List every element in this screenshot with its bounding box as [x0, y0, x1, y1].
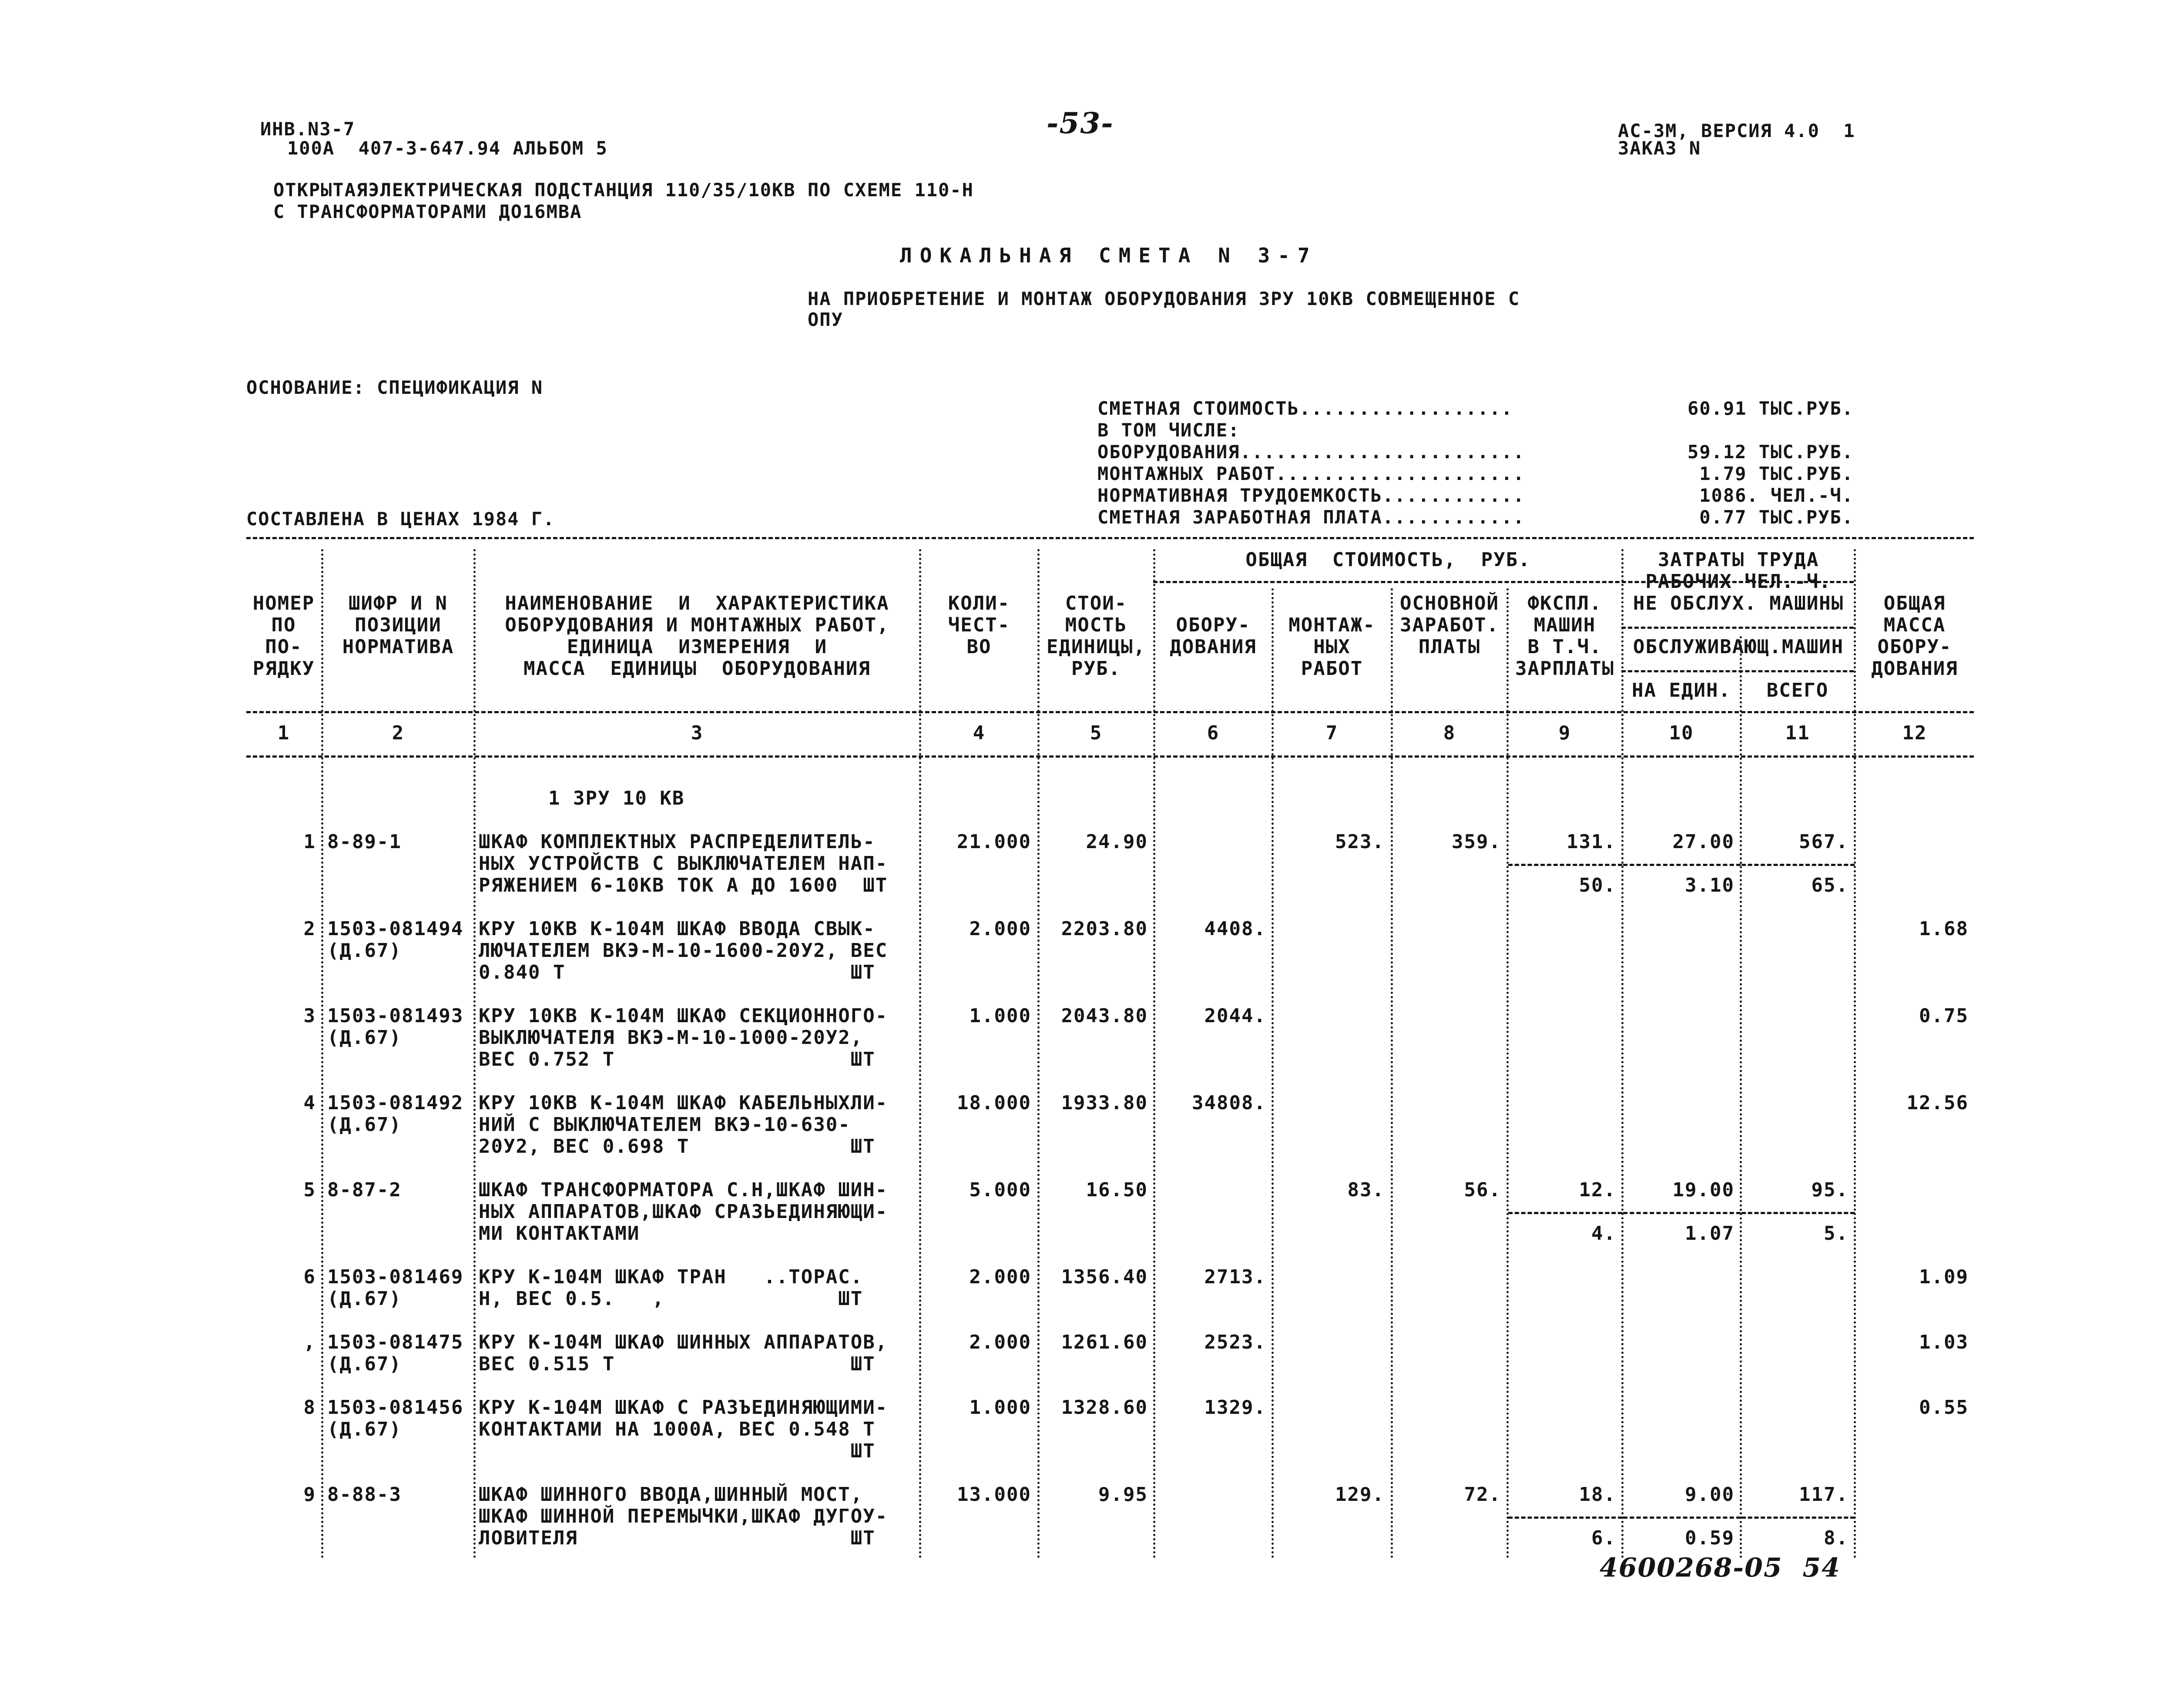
col7-header-line: НЫХ [1313, 636, 1351, 658]
item-description: 0.840 Т ШТ [479, 961, 876, 983]
item-description: 20У2, ВЕС 0.698 Т ШТ [479, 1135, 876, 1158]
col11-header: ВСЕГО [1766, 679, 1829, 701]
cell-split-rule [1741, 864, 1855, 866]
machine-labor-per-unit: 1.07 [1685, 1222, 1735, 1245]
column-number: 8 [1443, 722, 1456, 744]
machine-labor-total: 8. [1824, 1527, 1849, 1549]
cell-split-rule [1508, 1517, 1622, 1519]
col2-header-line: ШИФР И N [349, 592, 448, 614]
cell-split-rule [1508, 1212, 1622, 1214]
item-description: НИЙ С ВЫКЛЮЧАТЕЛЕМ ВКЭ-10-630- [479, 1114, 851, 1136]
col6-header-line: ОБОРУ- [1176, 614, 1251, 636]
cost-group-header: ОБЩАЯ СТОИМОСТЬ, РУБ. [1245, 549, 1531, 571]
equipment-mass: 1.09 [1919, 1266, 1969, 1288]
summary-value: 59.12 ТЫС.РУБ. [1687, 441, 1854, 463]
labor-total: 567. [1799, 831, 1849, 853]
col8-header-line: ОСНОВНОЙ [1400, 592, 1499, 614]
column-number: 5 [1090, 722, 1103, 744]
unit-price: 2203.80 [1061, 918, 1148, 940]
item-description: ВЫКЛЮЧАТЕЛЯ ВКЭ-М-10-1000-20У2, [479, 1027, 863, 1049]
document-subtitle-line2: ОПУ [808, 309, 843, 330]
machine-wage: 6. [1591, 1527, 1616, 1549]
summary-label: СМЕТНАЯ ЗАРАБОТНАЯ ПЛАТА............ [1097, 507, 1525, 528]
col8-header-line: ПЛАТЫ [1418, 636, 1481, 658]
row-number: 1 [303, 831, 316, 853]
item-description: Н, ВЕС 0.5. , ШТ [479, 1288, 863, 1310]
quantity: 13.000 [957, 1483, 1031, 1506]
item-description: ВЕС 0.752 Т ШТ [479, 1048, 876, 1070]
labor-subgroup-header: НЕ ОБСЛУХ. МАШИНЫ [1633, 592, 1844, 614]
labor-subgroup-header: ОБСЛУЖИВАЮЩ.МАШИН [1633, 636, 1844, 658]
row-number: 8 [303, 1396, 316, 1419]
col12-header-line: ОБЩАЯ [1883, 592, 1946, 614]
col1-header-line: ПО [271, 614, 296, 636]
norm-code: 1503-081494 [327, 918, 464, 940]
item-description: КРУ 10КВ К-104М ШКАФ ВВОДА СВЫК- [479, 918, 876, 940]
item-description: ШКАФ ТРАНСФОРМАТОРА С.Н,ШКАФ ШИН- [479, 1179, 888, 1201]
quantity: 2.000 [969, 918, 1031, 940]
column-numbers-bottom-rule [246, 755, 1974, 758]
summary-label: СМЕТНАЯ СТОИМОСТЬ.................. [1097, 398, 1513, 419]
equipment-cost: 1329. [1204, 1396, 1266, 1419]
document-subtitle-line1: НА ПРИОБРЕТЕНИЕ И МОНТАЖ ОБОРУДОВАНИЯ ЗРУ 10КВ СОВМЕЩЕННОЕ С [808, 288, 1520, 309]
item-description: КРУ К-104М ШКАФ ТРАН ..ТОРАС. [479, 1266, 863, 1288]
col1-header-line: ПО- [265, 636, 302, 658]
machine-operation: 12. [1579, 1179, 1616, 1201]
base-wage: 359. [1452, 831, 1501, 853]
table-top-rule [246, 537, 1974, 539]
col9-header-line: В Т.Ч. [1527, 636, 1602, 658]
norm-code: (Д.67) [327, 1288, 402, 1310]
column-number: 1 [277, 722, 290, 744]
col7-header-line: РАБОТ [1301, 658, 1363, 680]
col8-header-line: ЗАРАБОТ. [1400, 614, 1499, 636]
column-number: 10 [1669, 722, 1694, 744]
software-version: АС-3М, ВЕРСИЯ 4.0 1 [1618, 120, 1855, 141]
column-number: 2 [392, 722, 405, 744]
album-reference: 100А 407-3-647.94 АЛЬБОМ 5 [287, 138, 608, 159]
summary-value: 60.91 ТЫС.РУБ. [1687, 398, 1854, 419]
row-number: , [303, 1331, 316, 1353]
machine-labor-per-unit: 3.10 [1685, 874, 1735, 896]
norm-code: 1503-081475 [327, 1331, 464, 1353]
quantity: 1.000 [969, 1396, 1031, 1419]
norm-code: 1503-081492 [327, 1092, 464, 1114]
col4-header-line: КОЛИ- [948, 592, 1010, 614]
row-number: 5 [303, 1179, 316, 1201]
quantity: 18.000 [957, 1092, 1031, 1114]
col5-header-line: ЕДИНИЦЫ, [1047, 636, 1146, 658]
col9-header-line: ФКСПЛ. [1527, 592, 1602, 614]
col9-header-line: МАШИН [1533, 614, 1596, 636]
column-separator [1740, 636, 1742, 1559]
unit-price: 1328.60 [1061, 1396, 1148, 1419]
price-level-line: СОСТАВЛЕНА В ЦЕНАХ 1984 Г. [246, 508, 555, 530]
cell-split-rule [1741, 1212, 1855, 1214]
machine-labor-total: 5. [1824, 1222, 1849, 1245]
norm-code: (Д.67) [327, 1353, 402, 1375]
cell-split-rule [1741, 1517, 1855, 1519]
machine-wage: 50. [1579, 874, 1616, 896]
item-description: НЫХ АППАРАТОВ,ШКАФ СРАЗЬЕДИНЯЮЩИ- [479, 1201, 888, 1223]
col1-header-line: НОМЕР [252, 592, 315, 614]
machine-operation: 18. [1579, 1483, 1616, 1506]
labor-per-unit: 27.00 [1672, 831, 1735, 853]
equipment-cost: 4408. [1204, 918, 1266, 940]
column-number: 11 [1785, 722, 1810, 744]
col12-header-line: ОБОРУ- [1877, 636, 1952, 658]
page-number: -53- [1047, 106, 1114, 140]
item-description: ШКАФ ШИННОЙ ПЕРЕМЫЧКИ,ШКАФ ДУГОУ- [479, 1505, 888, 1527]
section-title: 1 ЗРУ 10 КВ [548, 787, 685, 809]
item-description: КРУ К-104М ШКАФ С РАЗЪЕДИНЯЮЩИМИ- [479, 1396, 888, 1419]
col4-header-line: ВО [966, 636, 992, 658]
object-name-line2: С ТРАНСФОРМАТОРАМИ ДО16МВА [273, 201, 582, 222]
row-number: 4 [303, 1092, 316, 1114]
installation-cost: 523. [1335, 831, 1385, 853]
row-number: 3 [303, 1005, 316, 1027]
item-description: ВЕС 0.515 Т ШТ [479, 1353, 876, 1375]
order-number: ЗАКАЗ N [1618, 138, 1701, 159]
row-number: 6 [303, 1266, 316, 1288]
col3-header-line: МАССА ЕДИНИЦЫ ОБОРУДОВАНИЯ [523, 658, 871, 680]
equipment-cost: 2044. [1204, 1005, 1266, 1027]
col2-header-line: ПОЗИЦИИ [355, 614, 442, 636]
norm-code: 1503-081493 [327, 1005, 464, 1027]
document-title: ЛОКАЛЬНАЯ СМЕТА N 3-7 [900, 244, 1318, 267]
unit-price: 2043.80 [1061, 1005, 1148, 1027]
unit-price: 16.50 [1086, 1179, 1148, 1201]
quantity: 1.000 [969, 1005, 1031, 1027]
item-description: ШКАФ КОМПЛЕКТНЫХ РАСПРЕДЕЛИТЕЛЬ- [479, 831, 876, 853]
col6-header-line: ДОВАНИЯ [1170, 636, 1257, 658]
column-number: 12 [1902, 722, 1927, 744]
summary-value: 1086. ЧЕЛ.-Ч. [1699, 485, 1854, 506]
item-description: КРУ 10КВ К-104М ШКАФ СЕКЦИОННОГО- [479, 1005, 888, 1027]
installation-cost: 129. [1335, 1483, 1385, 1506]
unit-price: 1261.60 [1061, 1331, 1148, 1353]
machine-labor-total: 65. [1811, 874, 1849, 896]
inventory-number: ИНВ.N3-7 [260, 118, 356, 140]
col12-header-line: ДОВАНИЯ [1871, 658, 1958, 680]
basis-line: ОСНОВАНИЕ: СПЕЦИФИКАЦИЯ N [246, 377, 544, 398]
equipment-mass: 0.75 [1919, 1005, 1969, 1027]
col3-header-line: ОБОРУДОВАНИЯ И МОНТАЖНЫХ РАБОТ, [505, 614, 889, 636]
col12-header-line: МАССА [1883, 614, 1946, 636]
equipment-mass: 12.56 [1906, 1092, 1969, 1114]
norm-code: (Д.67) [327, 940, 402, 962]
col5-header-line: РУБ. [1071, 658, 1121, 680]
summary-value: 1.79 ТЫС.РУБ. [1699, 463, 1854, 484]
quantity: 2.000 [969, 1266, 1031, 1288]
col3-header-line: ЕДИНИЦА ИЗМЕРЕНИЯ И [567, 636, 828, 658]
equipment-cost: 2523. [1204, 1331, 1266, 1353]
item-description: КОНТАКТАМИ НА 1000А, ВЕС 0.548 Т [479, 1418, 876, 1440]
row-number: 9 [303, 1483, 316, 1506]
item-description: КРУ 10КВ К-104М ШКАФ КАБЕЛЬНЫХЛИ- [479, 1092, 888, 1114]
norm-code: 8-89-1 [327, 831, 402, 853]
norm-code: 1503-081469 [327, 1266, 464, 1288]
col1-header-line: РЯДКУ [252, 658, 315, 680]
equipment-cost: 34808. [1192, 1092, 1266, 1114]
item-description: ШТ [479, 1440, 876, 1462]
quantity: 21.000 [957, 831, 1031, 853]
unit-price: 1933.80 [1061, 1092, 1148, 1114]
equipment-mass: 1.03 [1919, 1331, 1969, 1353]
cell-split-rule [1623, 864, 1741, 866]
column-number: 6 [1207, 722, 1220, 744]
labor-group-header: ЗАТРАТЫ ТРУДА [1657, 549, 1819, 571]
machine-wage: 4. [1591, 1222, 1616, 1245]
norm-code: 8-87-2 [327, 1179, 402, 1201]
col5-header-line: МОСТЬ [1065, 614, 1127, 636]
col2-header-line: НОРМАТИВА [342, 636, 454, 658]
labor-total: 95. [1811, 1179, 1849, 1201]
column-numbers-top-rule [246, 711, 1974, 713]
labor-subgroup-rule [1621, 670, 1854, 672]
handwritten-archive-number: 4600268-05 54 [1600, 1553, 1841, 1583]
item-description: РЯЖЕНИЕМ 6-10КВ ТОК А ДО 1600 ШТ [479, 874, 888, 896]
column-number: 4 [973, 722, 986, 744]
col4-header-line: ЧЕСТ- [948, 614, 1010, 636]
unit-price: 9.95 [1098, 1483, 1148, 1506]
equipment-cost: 2713. [1204, 1266, 1266, 1288]
item-description: ЛЮЧАТЕЛЕМ ВКЭ-М-10-1600-20У2, ВЕС [479, 940, 888, 962]
machine-labor-per-unit: 0.59 [1685, 1527, 1735, 1549]
machine-operation: 131. [1567, 831, 1616, 853]
col5-header-line: СТОИ- [1065, 592, 1127, 614]
labor-total: 117. [1799, 1483, 1849, 1506]
norm-code: (Д.67) [327, 1114, 402, 1136]
unit-price: 1356.40 [1061, 1266, 1148, 1288]
labor-group-header: РАБОЧИХ ЧЕЛ.-Ч. [1645, 570, 1832, 593]
item-description: ЛОВИТЕЛЯ ШТ [479, 1527, 876, 1549]
summary-label: НОРМАТИВНАЯ ТРУДОЕМКОСТЬ............ [1097, 485, 1525, 506]
norm-code: (Д.67) [327, 1027, 402, 1049]
column-number: 7 [1325, 722, 1339, 744]
labor-per-unit: 19.00 [1672, 1179, 1735, 1201]
col7-header-line: МОНТАЖ- [1288, 614, 1376, 636]
summary-label: В ТОМ ЧИСЛЕ: [1097, 419, 1240, 441]
cell-split-rule [1508, 864, 1622, 866]
col9-header-line: ЗАРПЛАТЫ [1515, 658, 1614, 680]
quantity: 5.000 [969, 1179, 1031, 1201]
base-wage: 72. [1464, 1483, 1501, 1506]
summary-label: ОБОРУДОВАНИЯ........................ [1097, 441, 1525, 463]
column-number: 3 [691, 722, 704, 744]
norm-code: 8-88-3 [327, 1483, 402, 1506]
labor-per-unit: 9.00 [1685, 1483, 1735, 1506]
norm-code: 1503-081456 [327, 1396, 464, 1419]
quantity: 2.000 [969, 1331, 1031, 1353]
cell-split-rule [1623, 1517, 1741, 1519]
labor-subgroup-rule [1621, 627, 1854, 629]
column-separator [321, 549, 323, 1559]
base-wage: 56. [1464, 1179, 1501, 1201]
column-number: 9 [1558, 722, 1571, 744]
summary-label: МОНТАЖНЫХ РАБОТ..................... [1097, 463, 1525, 484]
col3-header-line: НАИМЕНОВАНИЕ И ХАРАКТЕРИСТИКА [505, 592, 889, 614]
equipment-mass: 1.68 [1919, 918, 1969, 940]
norm-code: (Д.67) [327, 1418, 402, 1440]
object-name-line1: ОТКРЫТАЯЭЛЕКТРИЧЕСКАЯ ПОДСТАНЦИЯ 110/35/10КВ ПО СХЕМЕ 110-Н [273, 179, 974, 201]
summary-value: 0.77 ТЫС.РУБ. [1699, 507, 1854, 528]
item-description: ШКАФ ШИННОГО ВВОДА,ШИННЫЙ МОСТ, [479, 1483, 863, 1506]
unit-price: 24.90 [1086, 831, 1148, 853]
item-description: МИ КОНТАКТАМИ [479, 1222, 640, 1245]
installation-cost: 83. [1347, 1179, 1385, 1201]
equipment-mass: 0.55 [1919, 1396, 1969, 1419]
cell-split-rule [1623, 1212, 1741, 1214]
item-description: НЫХ УСТРОЙСТВ С ВЫКЛЮЧАТЕЛЕМ НАП- [479, 852, 888, 875]
col10-header: НА ЕДИН. [1632, 679, 1731, 701]
item-description: КРУ К-104М ШКАФ ШИННЫХ АППАРАТОВ, [479, 1331, 888, 1353]
row-number: 2 [303, 918, 316, 940]
